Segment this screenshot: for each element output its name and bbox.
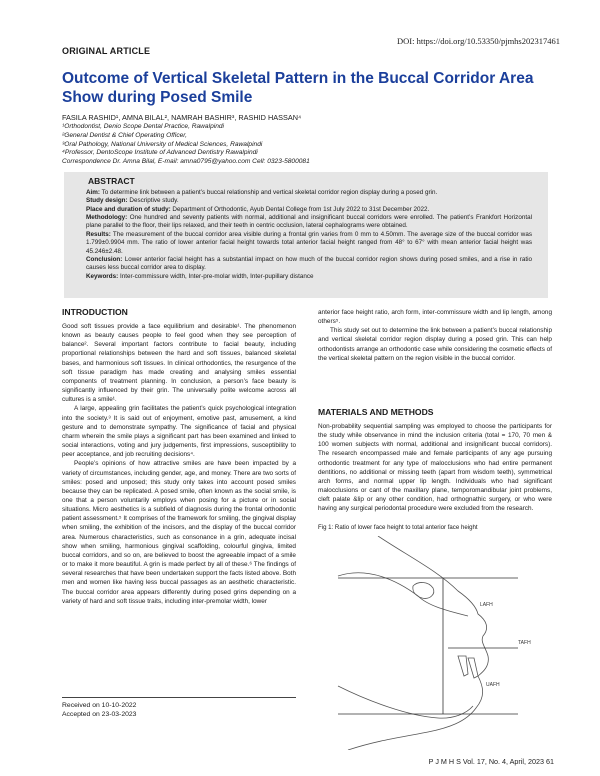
abstract-heading: ABSTRACT xyxy=(88,176,135,186)
correspondence: Correspondence Dr. Amna Bilal, E-mail: amna0795@yahoo.com Cell: 0323-5800081 xyxy=(62,157,310,165)
introduction-heading: INTRODUCTION xyxy=(62,307,128,317)
author-names: FASILA RASHID¹, AMNA BILAL², NAMRAH BASHIR³, RASHID HASSAN⁴ xyxy=(62,113,302,122)
journal-footer: P J M H S Vol. 17, No. 4, April, 2023 61 xyxy=(428,757,554,766)
teeth-outline xyxy=(458,656,478,678)
label-lafh: LAFH xyxy=(480,602,493,608)
paragraph: People’s opinions of how attractive smiles are have been impacted by a variety of circumstances, including gender, age, and money. There are two sorts of smiles: posed and unposed; this study only takes into account posed smiles because they can be replicated. A posed smile, often known as the social smile, is one that a person voluntarily employs when posing for a picture or in social situations. Micro aesthetics is a subfield of diagnosis during the frontal orthodontic patient assessment.⁵ It comprises of the framework for smiling, the gingival display when smiling, the exhibition of the incisors, and the display of the buccal corridor area. Numerous characteristics, such as consonance in a grin, adequate incisal show when smiling, harmonious gingival scaffolding, colourful gingiva, limited buccal corridors, and so on, are believed to boost the agreeable impact of a smile or to make it more beautiful. A grin is made perfect by all of these.⁶ The findings of several researches that have been undertaken support the facts listed above. Both men and women like having less buccal passages as an aesthetic characteristic. The buccal corridor area appears differently during posed grins depending on a variety of hard and soft tissue traits, including inter-premolar width, lower xyxy=(62,460,296,605)
affiliation: ²General Dentist & Chief Operating Officer, xyxy=(62,132,187,140)
design-label: Study design: xyxy=(86,197,128,205)
paragraph: anterior face height ratio, arch form, inter-commissure width and lip length, among others⁵. xyxy=(318,309,552,326)
paragraph: This study set out to determine the link between a patient’s buccal relationship and vertical skeletal corridor region display during a posed grin. This can help orthodontists arrange an orthodontic case while considering the cosmetic effects of the vertical skeletal pattern on the region visible in the buccal corridor. xyxy=(318,327,552,362)
conclusion-text: Lower anterior facial height has a substantial impact on how much of the buccal corridor region shows during posed smiles, and a rise in ratio causes less buccal corridor area to display. xyxy=(86,255,532,272)
methods-heading: MATERIALS AND METHODS xyxy=(318,407,434,417)
aim-label: Aim: xyxy=(86,189,100,196)
design-text: Descriptive study. xyxy=(127,197,179,205)
keywords-label: Keywords: xyxy=(86,272,119,280)
abstract-body xyxy=(86,189,532,281)
cephalometric-figure xyxy=(318,536,552,750)
methodology-label: Methodology: xyxy=(86,214,128,222)
paragraph: Good soft tissues provide a face equilibrium and desirable¹. The phenomenon known as beauty causes people to feel good when they see perception of balance². Several important factors contribute to facial beauty, including proportional relationships between the hard and soft tissues, balanced skeletal bases, and harmonious soft tissues. In clinical orthodontics, the resurgence of the soft tissue paradigm has made creating and analysing smiles essential components of treatment planning. In conclusion, a person’s face beauty is significantly influenced by their grin. The universally polite welcome across all cultures is a smile¹. xyxy=(62,323,296,404)
paragraph: A large, appealing grin facilitates the patient’s quick psychological integration into the society.³ It is said out of enjoyment, emotive past, amusement, a kind gesture and to demonstrate sympathy. The significance of facial and physical charm wherein the smile plays a significant part has been examined and linked to social interactions, voting and jury judgements, first impressions, susceptibility to peer acceptance, and job recruiting decisions⁴. xyxy=(62,405,296,459)
aim-text: To determine link between a patient’s buccal relationship and vertical skeletal corridor region display during a posed grin. xyxy=(100,189,438,196)
article-type: ORIGINAL ARTICLE xyxy=(62,46,151,56)
methods-column xyxy=(318,422,552,514)
skull-contour xyxy=(338,573,468,616)
label-tafh: TAFH xyxy=(518,640,531,646)
results-text: The measurement of the buccal corridor area visible during a frontal grin varies from 0 mm to 4.50mm. The average size of the buccal corridor was 1.799±0.9904 mm. The ratio of lower anterior facial height towards total anterior facial height ranged from 48° to 67° with mean anterior facial height was 45.246±2.48. xyxy=(86,230,532,255)
place-label: Place and duration of study: xyxy=(86,205,171,213)
conclusion-label: Conclusion: xyxy=(86,255,123,263)
affiliation: ⁴Professor, DentoScope Institute of Advanced Dentistry Rawalpindi xyxy=(62,149,258,157)
profile-outline xyxy=(348,536,488,750)
figure-caption: Fig 1: Ratio of lower face height to total anterior face height xyxy=(318,524,478,531)
footnote-divider xyxy=(62,697,296,698)
introduction-column xyxy=(62,322,296,606)
doi-link[interactable]: DOI: https://doi.org/10.53350/pjmhs202317461 xyxy=(396,36,560,46)
introduction-continued xyxy=(318,308,552,363)
results-label: Results: xyxy=(86,230,111,238)
affiliation: ¹Orthodontist, Denio Scope Dental Practice, Rawalpindi xyxy=(62,123,224,131)
keywords-text: Inter-commissure width, Inter-pre-molar width, Inter-pupillary distance xyxy=(118,272,314,280)
place-text: Department of Orthodontic, Ayub Dental College from 1st July 2022 to 31st December 2022. xyxy=(170,205,430,213)
accepted-date: Accepted on 23-03-2023 xyxy=(62,711,137,718)
orbit-contour xyxy=(413,582,434,598)
author-block xyxy=(62,113,542,166)
paragraph: Non-probability sequential sampling was employed to choose the participants for the study while observance in mind the inclusion criteria (total = 170, 70 men & 100 women subjects with normal, additional and insignificant buccal corridors). The research encompassed male and female participants of any age pursuing orthodontic treatment for any type of malocclusions who had entire permanent dentitions, no additional or missing teeth (apart from wisdom teeth), symmetrical arch forms, and normal upper lip length. Individuals who had significant malocclusions or cant of the maxillary plane, temporomandibular joint problems, cleft palate &lip or any other condition, had orthognathic surgery, or who were having any surgical periodontal procedure were excluded from the research. xyxy=(318,423,552,513)
received-date: Received on 10-10-2022 xyxy=(62,702,137,709)
jaw-contour xyxy=(338,686,473,718)
paper-title: Outcome of Vertical Skeletal Pattern in the Buccal Corridor Area Show during Posed Smile xyxy=(62,70,534,106)
label-uafh: UAFH xyxy=(486,682,500,688)
methodology-text: One hundred and seventy patients with normal, additional and insignificant buccal corridors were enrolled. The patient’s Frankfort Horizontal plane parallel to the floor, their lips relaxed, and their teeth in centric occlusion, lateral cephalograms were obtained. xyxy=(86,214,532,230)
affiliation: ³Oral Pathology, National University of Medical Sciences, Rawalpindi xyxy=(62,140,263,148)
